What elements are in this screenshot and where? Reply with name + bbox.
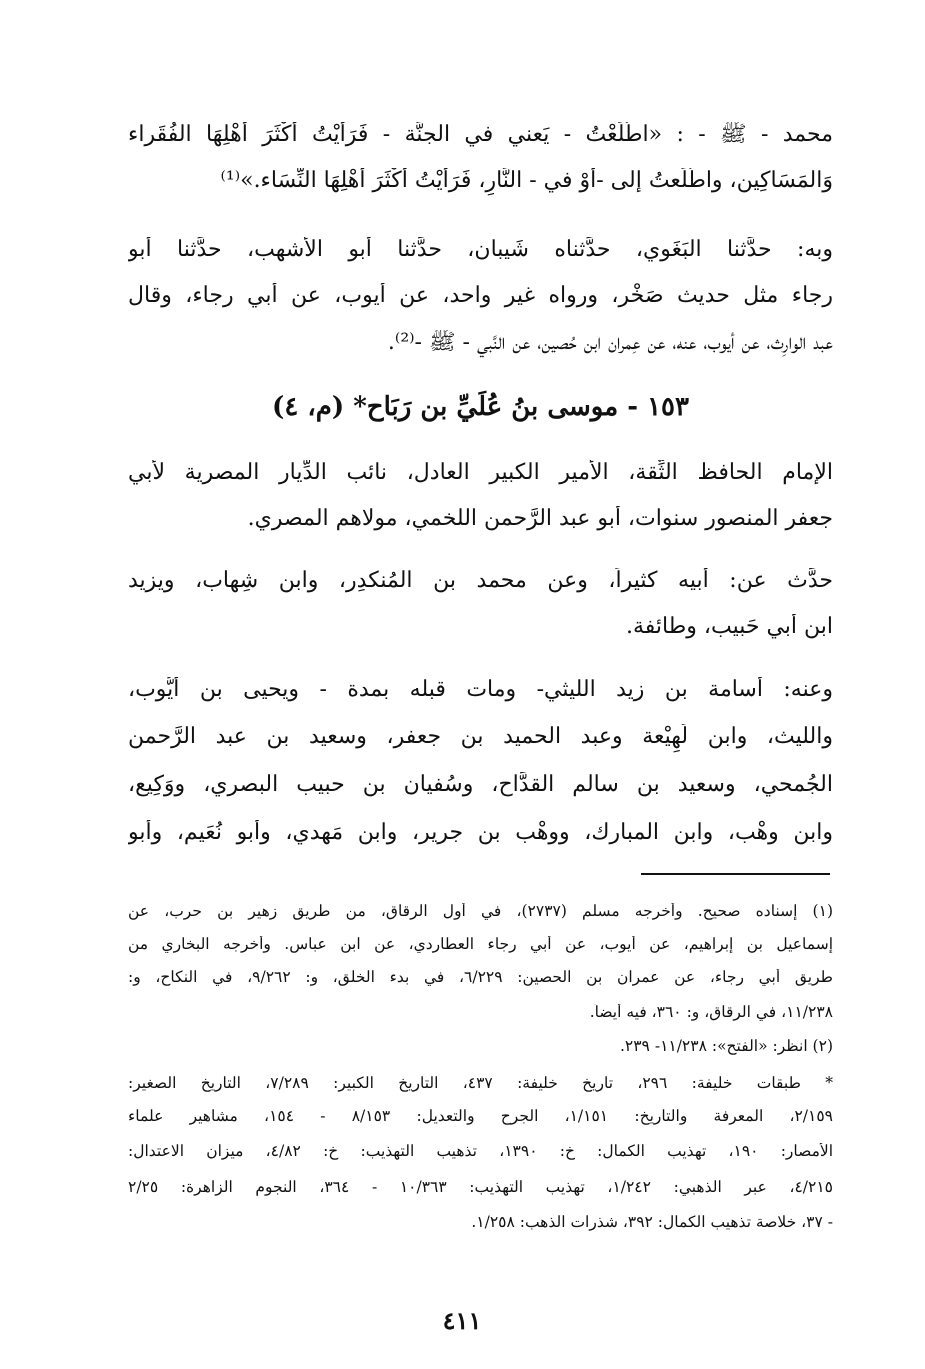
biography-heading: ١٥٣ - موسى بنُ عُلَيِّ بن رَبَاح* (م، ٤) bbox=[272, 392, 689, 422]
footnote-line: ١١/٢٣٨، في الرقاق، و: ٣٦٠، فيه أيضاً. bbox=[589, 1004, 833, 1021]
footnote-line: الأمصار: ١٩٠، تهذيب الكمال: خ: ١٣٩٠، تذهيب التهذيب: خ: ٤/٨٢، ميزان الاعتدال: bbox=[128, 1143, 833, 1160]
footnote-line: طريق أبي رجاء، عن عمران بن الحصين: ٦/٢٢٩، في بدء الخلق، و: ٩/٢٦٢، في النكاح، و: bbox=[128, 969, 833, 986]
body-line: حدَّث عن: أبيه كثيراً، وعن محمد بن المُنكدِر، وابن شِهاب، ويزيد bbox=[128, 568, 833, 593]
body-line: الإمام الحافظ الثِّقة، الأمير الكبير العادل، نائب الدِّيار المصرية لأبي bbox=[128, 460, 833, 485]
footnote-line: ٤/٢١٥، عبر الذهبي: ١/٢٤٢، تهذيب التهذيب: ١٠/٣٦٣ - ٣٦٤، النجوم الزاهرة: ٢/٢٥ bbox=[128, 1179, 833, 1196]
body-line: محمد - ﷺ - : «اطَّلَعْتُ - يَعني في الجنَّة - فَرَأَيْتُ أَكْثَرَ أَهْلِهَا الفُقَراء bbox=[128, 122, 833, 147]
body-line: وعنه: أسامة بن زيد الليثي- ومات قبله بمدة - ويحيى بن أيُّوب، bbox=[128, 677, 833, 702]
footnote-line: (١) إسناده صحيح. وأخرجه مسلم (٢٧٣٧)، في أول الرقاق، من طريق زهير بن حرب، عن bbox=[128, 903, 833, 920]
body-line: الجُمحي، وسعيد بن سالم القدَّاح، وسُفيان بن حبيب البصري، ووَكِيع، bbox=[128, 772, 833, 797]
footnote-line: إسماعيل بن إبراهيم، عن أيوب، عن أبي رجاء العطاردي، عن ابن عباس. وأخرجه البخاري من bbox=[128, 936, 833, 953]
footnote-line: - ٣٧، خلاصة تذهيب الكمال: ٣٩٢، شذرات الذهب: ١/٢٥٨. bbox=[471, 1214, 833, 1231]
body-line: والليث، وابن لَهِيْعة وعبد الحميد بن جعفر، وسعيد بن عبد الرَّحمن bbox=[128, 724, 833, 749]
body-line: عبد الوارِث، عن أيوب، عنه، عن عِمران ابن حُصين، عن النَّبي - ﷺ -⁽²⁾. bbox=[387, 330, 833, 355]
body-line: وابن وهْب، وابن المبارك، ووهْب بن جرير، وابن مَهدي، وأبو نُعَيم، وأبو bbox=[128, 820, 833, 845]
footnote-line: (٢) انظر: «الفتح»: ١١/٢٣٨- ٢٣٩. bbox=[619, 1038, 833, 1055]
body-line: رجاء مثل حديث صَخْر، ورواه غير واحد، عن أيوب، عن أبي رجاء، وقال bbox=[128, 283, 833, 308]
footnote-line: ٢/١٥٩، المعرفة والتاريخ: ١/١٥١، الجرح والتعديل: ٨/١٥٣ - ١٥٤، مشاهير علماء bbox=[128, 1108, 833, 1125]
body-line: وَالمَسَاكِين، واطَّلَعتُ إلى -أوْ في - النَّارِ، فَرَأَيْتُ أَكْثَرَ أَهْلِهَا النِّسَاء.»⁽¹⁾ bbox=[220, 168, 833, 193]
footnote-separator bbox=[641, 873, 830, 875]
body-line: ابن أبي حَبيب، وطائفة. bbox=[626, 614, 833, 639]
body-line: وبه: حدَّثنا البَغَوي، حدَّثناه شَيبان، حدَّثنا أبو الأشهب، حدَّثنا أبو bbox=[128, 237, 833, 262]
body-line: جعفر المنصور سنوات، أبو عبد الرَّحمن اللخمي، مولاهم المصري. bbox=[247, 506, 833, 531]
page-number: ٤١١ bbox=[442, 1306, 482, 1335]
footnote-line: * طبقات خليفة: ٢٩٦، تاريخ خليفة: ٤٣٧، التاريخ الكبير: ٧/٢٨٩، التاريخ الصغير: bbox=[128, 1075, 833, 1092]
